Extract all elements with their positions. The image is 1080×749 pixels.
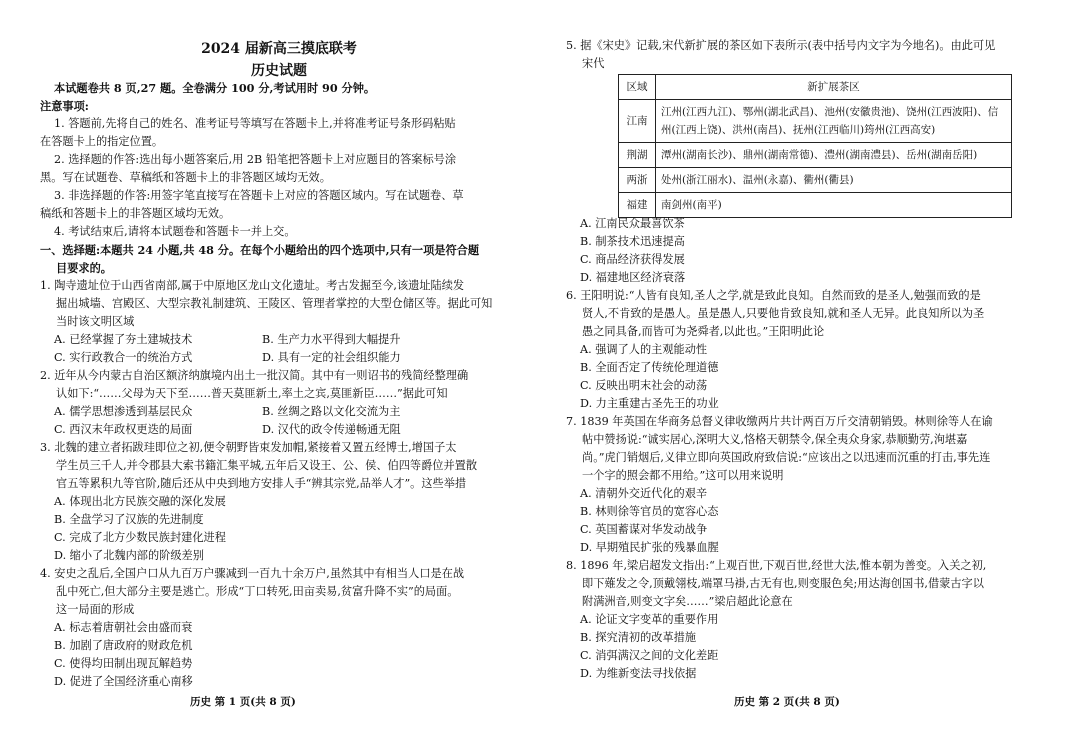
table-cell-region: 福建 [619, 193, 656, 218]
q2-option-b[interactable]: B. 丝绸之路以文化交流为主 [262, 405, 401, 418]
table-cell-line: 江州(江西九江)、鄂州(湖北武昌)、池州(安徽贵池)、饶州(江西波阳)、信 [661, 106, 999, 118]
q7-stem: 一个字的照会都不用给。”这可以用来说明 [582, 469, 784, 482]
q7-option-a[interactable]: A. 清朝外交近代化的艰辛 [580, 487, 708, 500]
table-header-row [619, 75, 1012, 100]
q8-option-a[interactable]: A. 论证文字变革的重要作用 [580, 613, 719, 626]
q8-option-c[interactable]: C. 消弭满汉之间的文化差距 [580, 649, 719, 662]
q8-stem: 即下薙发之令,顶戴翎枝,端罩马褂,古无有也,则变服色矣;用达海创国书,借蒙古字以 [582, 577, 984, 590]
q2-option-d[interactable]: D. 汉代的政令传递畅通无阻 [262, 423, 401, 436]
q7-option-b[interactable]: B. 林则徐等官员的宽容心态 [580, 505, 719, 518]
q8-option-b[interactable]: B. 探究清初的改革措施 [580, 631, 697, 644]
q3-stem: 官五等累积九等官阶,随后还从中央到地方安排人手“辨其宗党,品举人才”。这些举措 [56, 477, 467, 490]
q8-stem: 附满洲音,则变文字矣……”梁启超此论意在 [582, 595, 793, 608]
table-cell-area: 处州(浙江丽水)、温州(永嘉)、衢州(衢县) [656, 168, 1012, 193]
q6-stem: 贤人,不肯致的是愚人。虽是愚人,只要他肯致良知,就和圣人无异。此良知所以为圣 [582, 307, 985, 320]
q6-option-c[interactable]: C. 反映出明末社会的动荡 [580, 379, 708, 392]
q1-stem: 当时该文明区域 [56, 315, 135, 328]
q6-option-d[interactable]: D. 力主重建古圣先王的功业 [580, 397, 719, 410]
q3-stem: 学生员三千人,并令郡县大索书籍汇集平城,五年后又设王、公、侯、伯四等爵位并置散 [56, 459, 478, 472]
table-row [619, 168, 1012, 193]
q6-stem: 愚之同具备,而皆可为尧舜者,以此也。”王阳明此论 [582, 325, 825, 338]
table-row [619, 143, 1012, 168]
table-cell-area: 南剑州(南平) [656, 193, 1012, 218]
q7-option-c[interactable]: C. 英国蓄谋对华发动战争 [580, 523, 708, 536]
table-row [619, 193, 1012, 218]
q7-stem: 7. 1839 年英国在华商务总督义律收缴两片共计两百万斤交清朝销毁。林则徐等人在谕 [566, 415, 993, 428]
q2-stem: 认如下:“……父母为天下至……普天莫匪新土,率土之宾,莫匪新臣……”据此可知 [56, 387, 448, 400]
exam-info: 本试题卷共 8 页,27 题。全卷满分 100 分,考试用时 90 分钟。 [54, 81, 376, 95]
table-cell-region: 荆湖 [619, 143, 656, 168]
table-cell-region: 两浙 [619, 168, 656, 193]
notes-line: 1. 答题前,先将自己的姓名、准考证号等填写在答题卡上,并将准考证号条形码粘贴 [54, 117, 456, 130]
q3-stem: 3. 北魏的建立者拓跋珪即位之初,便令朝野皆束发加帽,紧接着又置五经博士,增国子太 [40, 441, 457, 454]
q1-option-d[interactable]: D. 具有一定的社会组织能力 [262, 351, 401, 364]
q1-option-b[interactable]: B. 生产力水平得到大幅提升 [262, 333, 401, 346]
q6-option-b[interactable]: B. 全面否定了传统伦理道德 [580, 361, 719, 374]
q6-option-a[interactable]: A. 强调了人的主观能动性 [580, 343, 708, 356]
table-row [619, 100, 1012, 143]
q4-option-a[interactable]: A. 标志着唐朝社会由盛而衰 [54, 621, 193, 634]
q4-stem: 这一局面的形成 [56, 603, 135, 616]
notes-line: 2. 选择题的作答:选出每小题答案后,用 2B 铅笔把答题卡上对应题目的答案标号涂 [54, 153, 457, 166]
table-cell-line: 州(江西上饶)、洪州(南昌)、抚州(江西临川)筠州(江西高安) [661, 124, 936, 136]
notes-heading: 注意事项: [40, 99, 89, 113]
q7-option-d[interactable]: D. 早期殖民扩张的残暴血腥 [580, 541, 719, 554]
q3-option-a[interactable]: A. 体现出北方民族交融的深化发展 [54, 495, 226, 508]
exam-title: 2024 届新高三摸底联考 [201, 41, 357, 57]
notes-line: 稿纸和答题卡上的非答题区域均无效。 [40, 207, 231, 220]
q5-option-b[interactable]: B. 制茶技术迅速提高 [580, 235, 685, 248]
section-heading: 一、选择题:本题共 24 小题,共 48 分。在每个小题给出的四个选项中,只有一项是符合题 [40, 243, 480, 257]
q8-stem: 8. 1896 年,梁启超发文指出:“上观百世,下观百世,经世大法,惟本朝为善变。入关之初, [566, 559, 987, 572]
q2-option-c[interactable]: C. 西汉末年政权更迭的局面 [54, 423, 193, 436]
q6-stem: 6. 王阳明说:“人皆有良知,圣人之学,就是致此良知。自然而致的是圣人,勉强而致的是 [566, 289, 981, 302]
q5-option-c[interactable]: C. 商品经济获得发展 [580, 253, 685, 266]
notes-line: 在答题卡上的指定位置。 [40, 135, 164, 148]
table-cell-area [656, 100, 1012, 143]
q1-option-a[interactable]: A. 已经掌握了夯土建城技术 [54, 333, 193, 346]
notes-line: 3. 非选择题的作答:用签字笔直接写在答题卡上对应的答题区域内。写在试题卷、草 [54, 189, 464, 202]
subject-title: 历史试题 [251, 63, 307, 79]
q4-option-b[interactable]: B. 加剧了唐政府的财政危机 [54, 639, 193, 652]
q1-stem: 掘出城墙、宫殿区、大型宗教礼制建筑、王陵区、管理者掌控的大型仓储区等。据此可知 [56, 297, 493, 310]
notes-line: 4. 考试结束后,请将本试题卷和答题卡一并上交。 [54, 225, 296, 238]
page-footer-right: 历史 第 2 页(共 8 页) [734, 696, 840, 708]
q4-stem: 乱中死亡,但大部分主要是逃亡。形成“丁口转死,田亩卖易,贫富升降不实”的局面。 [56, 585, 459, 598]
notes-line: 黑。写在试题卷、草稿纸和答题卡上的非答题区域均无效。 [40, 171, 331, 184]
q3-option-b[interactable]: B. 全盘学习了汉族的先进制度 [54, 513, 204, 526]
table-header-area: 新扩展茶区 [656, 75, 1012, 100]
q1-stem: 1. 陶寺遗址位于山西省南部,属于中原地区龙山文化遗址。考古发掘至今,该遗址陆续发 [40, 279, 465, 292]
q5-option-a[interactable]: A. 江南民众最喜饮茶 [580, 217, 685, 230]
table-cell-area: 潭州(湖南长沙)、鼎州(湖南常德)、澧州(湖南澧县)、岳州(湖南岳阳) [656, 143, 1012, 168]
q8-option-d[interactable]: D. 为维新变法寻找依据 [580, 667, 697, 680]
q3-option-c[interactable]: C. 完成了北方少数民族封建化进程 [54, 531, 226, 544]
q5-stem: 宋代 [582, 57, 605, 70]
table-cell-region: 江南 [619, 100, 656, 143]
q2-stem: 2. 近年从今内蒙古自治区额济纳旗境内出土一批汉简。其中有一则诏书的残简经整理确 [40, 369, 469, 382]
section-heading-cont: 目要求的。 [56, 261, 112, 275]
q7-stem: 帖中赞扬说:“诚实居心,深明大义,恪格天朝禁令,保全夷众身家,恭顺勤劳,洵堪嘉 [582, 433, 968, 446]
q1-option-c[interactable]: C. 实行政教合一的统治方式 [54, 351, 193, 364]
q5-stem: 5. 据《宋史》记载,宋代新扩展的茶区如下表所示(表中括号内文字为今地名)。由此可见 [566, 39, 996, 52]
tea-region-table [618, 74, 1012, 218]
q3-option-d[interactable]: D. 缩小了北魏内部的阶级差别 [54, 549, 204, 562]
table-header-region: 区域 [619, 75, 656, 100]
q4-stem: 4. 安史之乱后,全国户口从九百万户骤减到一百九十余万户,虽然其中有相当人口是在战 [40, 567, 465, 580]
q7-stem: 尚。”虎门销烟后,义律立即向英国政府致信说:“应该出之以迅速而沉重的打击,事先连 [582, 451, 991, 464]
q4-option-d[interactable]: D. 促进了全国经济重心南移 [54, 675, 193, 688]
q5-option-d[interactable]: D. 福建地区经济衰落 [580, 271, 686, 284]
q4-option-c[interactable]: C. 使得均田制出现瓦解趋势 [54, 657, 193, 670]
page-footer-left: 历史 第 1 页(共 8 页) [190, 696, 296, 708]
q2-option-a[interactable]: A. 儒学思想渗透到基层民众 [54, 405, 193, 418]
